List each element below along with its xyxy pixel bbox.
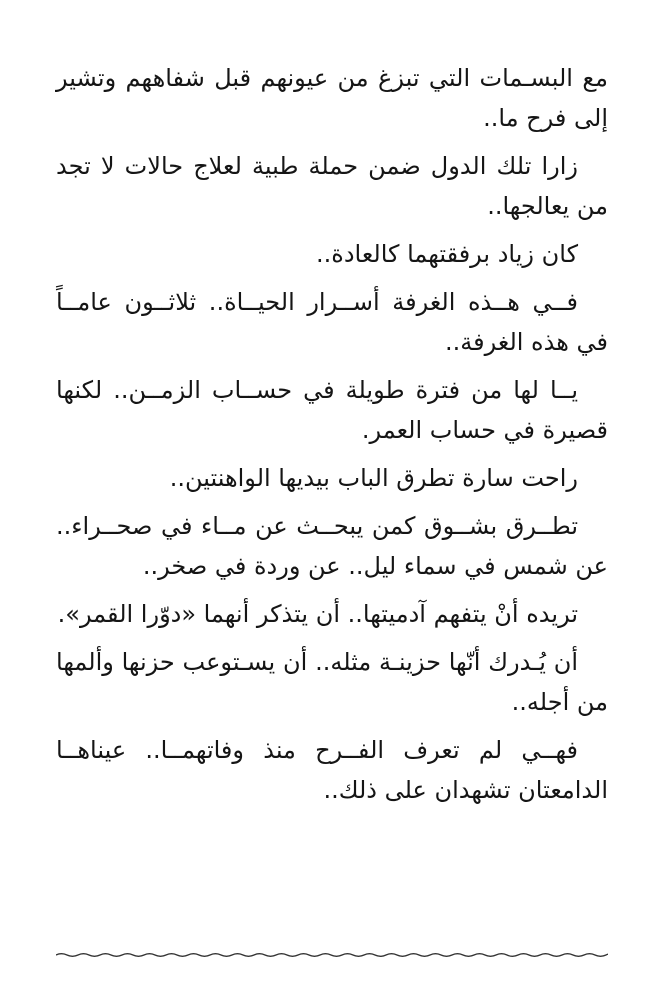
paragraph-7: تطــرق بشــوق كمن يبحــث عن مــاء في صحــراء.. عن شمس في سماء ليل.. عن وردة في صخر.. [56, 512, 608, 580]
document-body [56, 58, 608, 818]
wavy-divider [56, 948, 608, 962]
paragraph-10: فهــي لم تعرف الفــرح منذ وفاتهمــا.. عيناهــا الدامعتان تشهدان على ذلك.. [56, 736, 608, 804]
paragraph-6: راحت سارة تطرق الباب بيديها الواهنتين.. [169, 464, 578, 492]
paragraph-2: زارا تلك الدول ضمن حملة طبية لعلاج حالات لا تجد من يعالجها.. [56, 152, 608, 220]
paragraph-5: يــا لها من فترة طويلة في حســاب الزمــن.. لكنها قصيرة في حساب العمر. [56, 376, 608, 444]
paragraph-8: تريده أنْ يتفهم آدميتها.. أن يتذكر أنهما «دوّرا القمر». [57, 600, 578, 628]
paragraph-4: فــي هــذه الغرفة أســرار الحيــاة.. ثلاثــون عامــاً في هذه الغرفة.. [56, 288, 608, 356]
paragraph-1: مع البسـمات التي تبزغ من عيونهم قبل شفاههم وتشير إلى فرح ما.. [56, 64, 608, 132]
paragraph-9: أن يُـدرك أنّها حزينـة مثله.. أن يسـتوعب حزنها وألمها من أجله.. [56, 648, 608, 716]
paragraph-3: كان زياد برفقتهما كالعادة.. [315, 240, 578, 268]
wavy-divider-line [56, 954, 608, 957]
